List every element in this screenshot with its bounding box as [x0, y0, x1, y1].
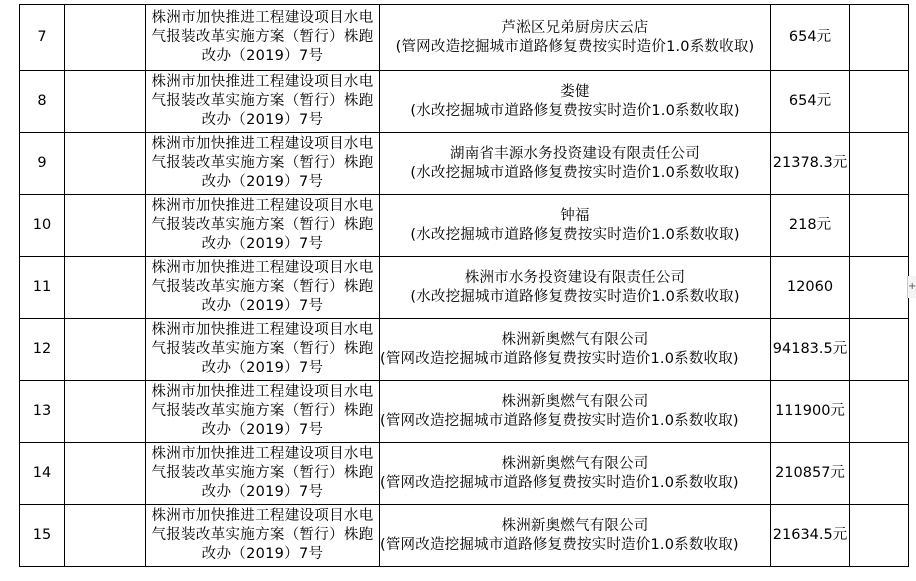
empty-cell	[65, 195, 146, 257]
table-row	[20, 505, 909, 567]
basis-cell: 株洲市加快推进工程建设项目水电气报装改革实施方案（暂行）株跑改办（2019）7号	[146, 133, 380, 195]
table-row	[20, 133, 909, 195]
empty-cell	[65, 443, 146, 505]
payer-name: 芦淞区兄弟厨房庆云店	[501, 19, 649, 36]
basis-cell: 株洲市加快推进工程建设项目水电气报装改革实施方案（暂行）株跑改办（2019）7号	[146, 381, 380, 443]
amount-cell: 21378.3元	[771, 133, 850, 195]
table-row	[20, 195, 909, 257]
payer-name: 株洲市水务投资建设有限责任公司	[464, 269, 686, 286]
payer-name: 株洲新奥燃气有限公司	[501, 331, 649, 348]
payer-cell	[380, 5, 771, 71]
basis-cell: 株洲市加快推进工程建设项目水电气报装改革实施方案（暂行）株跑改办（2019）7号	[146, 319, 380, 381]
amount-cell: 94183.5元	[771, 319, 850, 381]
table-row	[20, 319, 909, 381]
basis-cell: 株洲市加快推进工程建设项目水电气报装改革实施方案（暂行）株跑改办（2019）7号	[146, 443, 380, 505]
payer-note: (水改挖掘城市道路修复费按实时造价1.0系数收取)	[410, 288, 740, 305]
basis-cell: 株洲市加快推进工程建设项目水电气报装改革实施方案（暂行）株跑改办（2019）7号	[146, 505, 380, 567]
payer-cell	[380, 443, 771, 505]
table-row	[20, 257, 909, 319]
empty-cell	[65, 71, 146, 133]
payer-note: (管网改造挖掘城市道路修复费按实时造价1.0系数收取)	[380, 536, 739, 553]
empty-cell	[65, 319, 146, 381]
empty-cell	[850, 71, 909, 133]
empty-cell	[850, 257, 909, 319]
row-number-cell: 9	[20, 133, 65, 195]
empty-cell	[850, 381, 909, 443]
payer-note: (水改挖掘城市道路修复费按实时造价1.0系数收取)	[410, 102, 740, 119]
basis-cell: 株洲市加快推进工程建设项目水电气报装改革实施方案（暂行）株跑改办（2019）7号	[146, 195, 380, 257]
payer-note: (水改挖掘城市道路修复费按实时造价1.0系数收取)	[410, 226, 740, 243]
empty-cell	[65, 5, 146, 71]
payer-note: (管网改造挖掘城市道路修复费按实时造价1.0系数收取)	[380, 350, 739, 367]
payer-name: 娄健	[560, 83, 590, 100]
empty-cell	[65, 381, 146, 443]
amount-cell: 111900元	[771, 381, 850, 443]
amount-cell: 210857元	[771, 443, 850, 505]
payer-name: 株洲新奥燃气有限公司	[501, 393, 649, 410]
table-row	[20, 381, 909, 443]
payer-note: (管网改造挖掘城市道路修复费按实时造价1.0系数收取)	[395, 38, 755, 55]
amount-cell: 21634.5元	[771, 505, 850, 567]
empty-cell	[850, 443, 909, 505]
empty-cell	[850, 5, 909, 71]
fee-table	[19, 4, 909, 567]
payer-cell	[380, 71, 771, 133]
empty-cell	[850, 133, 909, 195]
amount-cell: 12060	[771, 257, 850, 319]
empty-cell	[850, 195, 909, 257]
payer-name: 湖南省丰源水务投资建设有限责任公司	[450, 145, 700, 162]
amount-cell: 654元	[771, 71, 850, 133]
row-number-cell: 13	[20, 381, 65, 443]
basis-cell: 株洲市加快推进工程建设项目水电气报装改革实施方案（暂行）株跑改办（2019）7号	[146, 5, 380, 71]
empty-cell	[850, 319, 909, 381]
payer-note: (管网改造挖掘城市道路修复费按实时造价1.0系数收取)	[380, 474, 739, 491]
payer-note: (水改挖掘城市道路修复费按实时造价1.0系数收取)	[410, 164, 740, 181]
payer-name: 株洲新奥燃气有限公司	[501, 517, 649, 534]
row-number-cell: 10	[20, 195, 65, 257]
row-number-cell: 12	[20, 319, 65, 381]
amount-cell: 218元	[771, 195, 850, 257]
payer-cell	[380, 505, 771, 567]
empty-cell	[65, 505, 146, 567]
table-row	[20, 5, 909, 71]
empty-cell	[65, 133, 146, 195]
row-number-cell: 14	[20, 443, 65, 505]
payer-cell	[380, 133, 771, 195]
payer-note: (管网改造挖掘城市道路修复费按实时造价1.0系数收取)	[380, 412, 739, 429]
payer-name: 钟福	[560, 207, 590, 224]
table-row	[20, 71, 909, 133]
basis-cell: 株洲市加快推进工程建设项目水电气报装改革实施方案（暂行）株跑改办（2019）7号	[146, 71, 380, 133]
table-move-handle-icon[interactable]: +	[907, 276, 916, 298]
empty-cell	[65, 257, 146, 319]
payer-name: 株洲新奥燃气有限公司	[501, 455, 649, 472]
amount-cell: 654元	[771, 5, 850, 71]
row-number-cell: 7	[20, 5, 65, 71]
row-number-cell: 11	[20, 257, 65, 319]
table-row	[20, 443, 909, 505]
basis-cell: 株洲市加快推进工程建设项目水电气报装改革实施方案（暂行）株跑改办（2019）7号	[146, 257, 380, 319]
payer-cell	[380, 257, 771, 319]
row-number-cell: 15	[20, 505, 65, 567]
row-number-cell: 8	[20, 71, 65, 133]
payer-cell	[380, 381, 771, 443]
payer-cell	[380, 195, 771, 257]
empty-cell	[850, 505, 909, 567]
payer-cell	[380, 319, 771, 381]
